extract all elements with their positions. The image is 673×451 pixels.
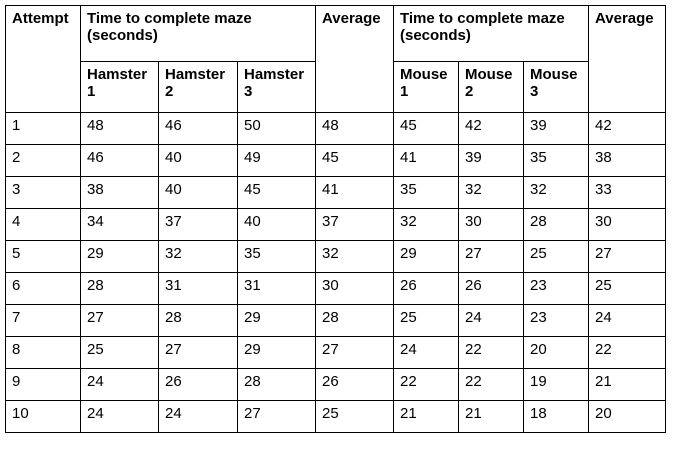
mouse-1-cell: 22 [394,369,459,401]
hamster-average-cell: 48 [316,113,394,145]
attempt-cell: 8 [6,337,81,369]
attempt-cell: 7 [6,305,81,337]
hamster-2-cell: 40 [159,145,238,177]
hamster-3-cell: 29 [238,305,316,337]
mouse-1-cell: 24 [394,337,459,369]
mouse-average-cell: 33 [589,177,666,209]
hamster-average-cell: 37 [316,209,394,241]
hamster-3-header: Hamster 3 [238,62,316,113]
hamster-average-cell: 32 [316,241,394,273]
mouse-2-cell: 26 [459,273,524,305]
mouse-3-cell: 18 [524,401,589,433]
hamster-average-cell: 26 [316,369,394,401]
hamster-3-cell: 40 [238,209,316,241]
hamster-3-cell: 49 [238,145,316,177]
mouse-1-cell: 26 [394,273,459,305]
mouse-3-cell: 39 [524,113,589,145]
attempt-cell: 6 [6,273,81,305]
hamster-1-cell: 28 [81,273,159,305]
mouse-2-cell: 42 [459,113,524,145]
table-row [6,369,666,401]
hamster-3-cell: 27 [238,401,316,433]
mouse-average-cell: 42 [589,113,666,145]
mouse-2-header: Mouse 2 [459,62,524,113]
hamster-1-cell: 24 [81,369,159,401]
hamster-1-cell: 48 [81,113,159,145]
mouse-2-cell: 30 [459,209,524,241]
hamster-1-cell: 38 [81,177,159,209]
hamster-average-header: Average [316,6,394,113]
attempt-header: Attempt [6,6,81,113]
mouse-2-cell: 22 [459,369,524,401]
hamster-3-cell: 28 [238,369,316,401]
mouse-1-cell: 32 [394,209,459,241]
hamster-2-cell: 28 [159,305,238,337]
hamster-3-cell: 45 [238,177,316,209]
table-row [6,337,666,369]
mouse-3-cell: 23 [524,305,589,337]
hamster-2-cell: 27 [159,337,238,369]
attempt-cell: 10 [6,401,81,433]
mouse-1-cell: 21 [394,401,459,433]
hamster-3-cell: 29 [238,337,316,369]
hamster-1-cell: 27 [81,305,159,337]
hamster-average-cell: 25 [316,401,394,433]
hamster-2-cell: 46 [159,113,238,145]
hamster-average-cell: 27 [316,337,394,369]
attempt-cell: 3 [6,177,81,209]
hamster-average-cell: 30 [316,273,394,305]
maze-times-table [5,5,666,433]
mouse-3-cell: 25 [524,241,589,273]
hamster-2-cell: 31 [159,273,238,305]
table-row [6,273,666,305]
mouse-1-cell: 29 [394,241,459,273]
hamster-1-cell: 46 [81,145,159,177]
mouse-2-cell: 39 [459,145,524,177]
mouse-3-cell: 23 [524,273,589,305]
hamster-time-header: Time to complete maze (seconds) [81,6,316,62]
mouse-2-cell: 22 [459,337,524,369]
table-row [6,305,666,337]
hamster-2-cell: 26 [159,369,238,401]
mouse-1-cell: 41 [394,145,459,177]
mouse-3-cell: 19 [524,369,589,401]
mouse-2-cell: 24 [459,305,524,337]
mouse-average-cell: 21 [589,369,666,401]
hamster-1-cell: 29 [81,241,159,273]
hamster-2-cell: 40 [159,177,238,209]
hamster-average-cell: 28 [316,305,394,337]
hamster-1-cell: 24 [81,401,159,433]
hamster-average-cell: 41 [316,177,394,209]
hamster-3-cell: 50 [238,113,316,145]
attempt-cell: 1 [6,113,81,145]
hamster-2-cell: 24 [159,401,238,433]
mouse-2-cell: 27 [459,241,524,273]
attempt-cell: 5 [6,241,81,273]
mouse-3-cell: 28 [524,209,589,241]
header-row [6,6,666,62]
mouse-1-cell: 35 [394,177,459,209]
mouse-3-cell: 32 [524,177,589,209]
attempt-cell: 4 [6,209,81,241]
mouse-average-cell: 30 [589,209,666,241]
hamster-1-header: Hamster 1 [81,62,159,113]
table-row [6,177,666,209]
hamster-3-cell: 35 [238,241,316,273]
hamster-3-cell: 31 [238,273,316,305]
mouse-3-cell: 35 [524,145,589,177]
hamster-2-cell: 32 [159,241,238,273]
mouse-1-cell: 25 [394,305,459,337]
hamster-1-cell: 34 [81,209,159,241]
mouse-average-cell: 38 [589,145,666,177]
attempt-cell: 9 [6,369,81,401]
mouse-3-cell: 20 [524,337,589,369]
table-row [6,209,666,241]
table-row [6,113,666,145]
mouse-average-cell: 25 [589,273,666,305]
hamster-2-cell: 37 [159,209,238,241]
hamster-1-cell: 25 [81,337,159,369]
mouse-2-cell: 21 [459,401,524,433]
hamster-average-cell: 45 [316,145,394,177]
mouse-average-cell: 22 [589,337,666,369]
mouse-time-header: Time to complete maze (seconds) [394,6,589,62]
mouse-2-cell: 32 [459,177,524,209]
mouse-average-cell: 20 [589,401,666,433]
mouse-1-header: Mouse 1 [394,62,459,113]
mouse-3-header: Mouse 3 [524,62,589,113]
table-row [6,401,666,433]
attempt-cell: 2 [6,145,81,177]
mouse-1-cell: 45 [394,113,459,145]
mouse-average-cell: 24 [589,305,666,337]
table-row [6,145,666,177]
table-body [6,113,666,433]
table-row [6,241,666,273]
mouse-average-header: Average [589,6,666,113]
mouse-average-cell: 27 [589,241,666,273]
hamster-2-header: Hamster 2 [159,62,238,113]
